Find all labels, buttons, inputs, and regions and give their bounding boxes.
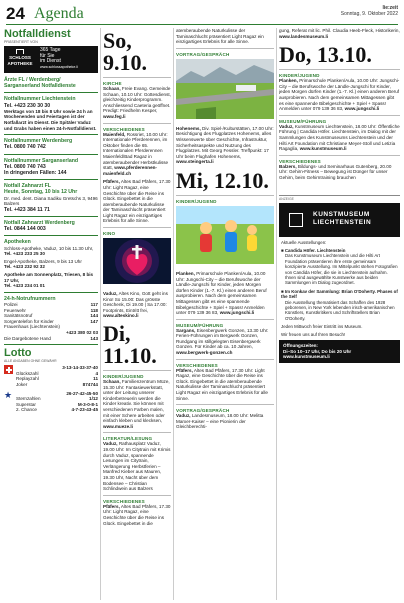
lotto-row: Glückszahl 4	[16, 370, 98, 376]
event-link[interactable]: www.jungschi.li	[219, 310, 255, 316]
ad-hours-box	[279, 340, 400, 363]
category-label: VORTRAG/GESPRÄCH	[176, 408, 230, 414]
ad-hours: Di–So 10–17 Uhr, Do bis 20 Uhr	[283, 348, 352, 354]
ad-body	[279, 237, 400, 341]
notfall-sl-title: Notfallnummer Sarganserland	[4, 157, 79, 164]
page-header	[6, 3, 398, 25]
event-entry: Schaan, Familienzentrum Müze, 15.30 Uhr: Fantasiewerkstatt, unter der Leitung unserer Kinderbetreuerin werden die Kinder kreativ. Sie können mit verschiedenen Farben malen, mit einer Schere arbeiten oder einfach kleben und klecksen, www.mueze.li	[103, 379, 170, 429]
apotheken-title: Apotheken	[4, 239, 31, 246]
lotto-euro	[4, 391, 98, 413]
event-entry: Balzers, Bildungs- und Seminarhaus Gutenberg, 20.00 Uhr: Gehirn-Fitness – Bewegung ist Dünger für unser Gehirn, beim Gehirntraining brauchen	[279, 163, 392, 180]
ad-free-entry: Jeden Mittwoch freier Eintritt ins Museum.	[281, 324, 363, 330]
category-label: KINDER/JUGEND	[279, 73, 320, 79]
ad-title-2: LIECHTENSTEIN	[313, 218, 372, 226]
ad-line-2: für Sie	[40, 52, 55, 59]
ad-brand-1: SCHLOSS	[9, 55, 31, 60]
lotto-row: Sternzahlen 1/12	[16, 396, 98, 402]
zahnarzt-fl-text: Dr. med. dent. Diana Sadiku Gretschs 3, 9496 Balzers	[4, 195, 98, 207]
ad-logo-icon	[16, 49, 24, 54]
event-entry: Pfäfers, Altes Bad Pfäfers, 17.30 Uhr: Light Ragaz, eine Geschichte über die Reise ins Glück. Eingebettet in die atemberaubende Naturkulisse der Taminaschlucht präsentiert Light Ragaz ein einzigartiges Erlebnis für alle Sinne.	[103, 179, 171, 224]
apotheke-3-tel: Tel. +423 234 01 01	[4, 283, 45, 289]
event-entry: Hohenems, Div. Spiel-/Kulturstätten, 17.00 Uhr: Besichtigung des Flugplatzes Hohenems, alles Wissenswerte über Geschichte, Infrastruktur, Sicherheitsaspekte und Nutzung des Flugplatzes. Mit Georg Fessler. Treffpunkt: 17 Uhr beim Flughafen Hohenems, www.steingerta.li	[176, 125, 274, 165]
publication-name: lie:zeit	[382, 5, 398, 11]
date-heading: Do, 13.10.	[279, 42, 372, 68]
lotto-row: Joker 874744	[16, 381, 98, 387]
event-entry: Planken, Primarschule Planken/Aula, 10.00 Uhr: Jungschi-City – die Berufswoche der Ländle-Jungschi für Kinder, jeden Morgen dürfen Kinder (1.-7. Kl.) einen anderen Beruf ausprobieren. Nach dem gemeinsamen Mittagessen gibt es eine spannende Bibelgeschichte + Spiel + Spass! Anmelden unter 079 139 36 83, www.jungschi.li	[176, 270, 267, 316]
apotheke-3-text: Apotheke am Sonnenplatz, Triesen, 8 bis 17 Uhr,	[4, 271, 94, 283]
ad-line-3: im Dienst	[40, 58, 61, 65]
event-link[interactable]: www.jungschi.li	[344, 106, 380, 112]
ad-intro: Aktuelle Ausstellungen:	[281, 239, 327, 245]
section-title: Agenda	[34, 5, 84, 22]
date-heading: Di, 11.10.	[103, 321, 157, 369]
notruf-row: Feuerwehr 118	[4, 307, 98, 313]
category-label: VERSCHIEDENES	[103, 126, 145, 132]
notruf-row: Polizei 117	[4, 301, 98, 307]
notruf-row: +423 380 02 03	[65, 329, 98, 335]
ad-exhibition-1-text: Das Kunstmuseum Liechtenstein und die Hilti Art Foundation präsentieren ihre erste gemeinsam konzipierte Ausstellung. Im Mittelpunkt stehen Fotografien von Candida Höfer, die sie in Liechtenstein aufnahm. Ihnen sind ausgewählte Kunstwerke aus beiden Sammlungen im Dialog zugeordnet.	[285, 253, 398, 286]
column-notfall	[4, 28, 98, 600]
zahnarzt-fl-title: Notfall Zahnarzt FL	[4, 183, 51, 190]
event-link[interactable]: www.steingerta.li	[176, 159, 214, 165]
category-label: VERSCHIEDENES	[103, 498, 145, 504]
notruf-row: Sorgentelefon für Kinder 147	[4, 318, 98, 324]
zahnarzt-wb-tel: Tel. 0844 144 003	[4, 226, 46, 233]
notfall-wb-tel: Tel. 0800 740 742	[4, 144, 46, 151]
event-continuation: atemberaubende Naturkulisse der Taminaschlucht präsentiert Light Ragaz ein einzigartiges Erlebnis für alle Sinne.	[176, 28, 264, 45]
notfall-li-title: Notfallnummer Liechtenstein	[4, 96, 76, 103]
notfall-li-tel: Tel. +423 230 30 30	[4, 102, 51, 109]
notfall-title: Notfalldienst	[4, 28, 71, 40]
publication-date: Sonntag, 9. Oktober 2022	[340, 11, 398, 17]
category-label: KIRCHE	[103, 81, 122, 86]
notfall-li-text: Werktags von 18 bis 8 Uhr sowie 24 h an Wochenenden und Feiertagen ist der Notfallarzt im Dienst. Die Spitäler Vaduz und Grabs haben einen 24-h-Notfalldienst.	[4, 108, 97, 131]
apotheke-2-text: Engel-Apotheke, Balzers, 9 bis 13 Uhr	[4, 258, 82, 264]
ad-url[interactable]: www.kunstmuseum.li	[283, 354, 330, 360]
notfall-sl-text: In dringenden Fällen: 144	[4, 170, 67, 176]
lotto-row: 26-27-42-45-50	[66, 390, 98, 396]
lotto-row: Replayzahl 11	[16, 376, 98, 382]
event-entry: Vaduz, Kunstmuseum Liechtenstein, 18.00 Uhr: Öffentliche Führung | Candida Höfer. Liechtenstein, im Dialog mit der Sammlungen des Kunstmuseums Liechtenstein und der Hilti Art Foundation mit Christiane Meyer-Stoll und Letizia Ragaglia, www.kunstmuseum.li	[279, 123, 400, 152]
ad-tag: ANZEIGE	[279, 196, 294, 201]
category-label: KINO	[103, 231, 116, 237]
airfield-image	[176, 59, 274, 119]
heart-cross-image	[103, 238, 171, 284]
event-link[interactable]: www.landesmuseum.li	[279, 33, 329, 39]
kunstmuseum-ad[interactable]	[279, 195, 400, 363]
zahnarzt-fl-tel: Tel. +423 384 11 71	[4, 206, 50, 213]
event-entry: Maienfeld, Rossriet, 10.00 Uhr: Internationale Pferderennen, im Oktober finden die 65. Internationalen Pferderennen Maienfeld/Bad Ragaz in atemberaubender Herbstkulisse statt, www.pferderennen-maienfeld.ch	[103, 131, 169, 176]
page-number: 24	[6, 4, 25, 23]
event-link[interactable]: www.mueze.li	[103, 423, 133, 429]
apotheke-1-tel: Tel. +423 233 25 30	[4, 251, 45, 257]
ad-banner	[279, 203, 400, 237]
ad-brand-2: APOTHEKE	[7, 60, 33, 66]
column-agenda-1	[103, 28, 171, 600]
lotto-swiss	[4, 365, 98, 387]
event-continuation: gung, Referat mit lic. Phil. Claudia Heeb-Fleck, Historikerin, www.landesmuseum.li	[279, 28, 400, 39]
event-entry: Schaan, Freie Evang. Gemeinde Schaan, 10.10 Uhr: Gottesdienst, gleichzeitig Kinderprogramm. Anschliessend Caeteria geöffnet. Predigt: Friedhelm Kesper, www.feg.li	[103, 86, 171, 119]
swiss-flag-icon	[4, 365, 13, 374]
notfall-sl-tel: Tel. 0800 740 743	[4, 163, 46, 170]
category-label: VERSCHIEDENES	[176, 362, 218, 368]
event-link[interactable]: www.alteskino.li	[103, 313, 139, 319]
ad-hours-label: Öffnungszeiten:	[283, 343, 318, 348]
zahnarzt-fl-sub: Heute, Sonntag, 10 bis 12 Uhr	[4, 189, 78, 196]
notfall-sponsor-label: PRÄSENTIERT VON	[4, 40, 38, 44]
notruf-list	[4, 302, 98, 341]
date-heading: So, 9.10.	[103, 28, 147, 75]
zahnarzt-wb-title: Notfall Zahnarzt Werdenberg	[4, 220, 75, 226]
notruf-row: Sanitätsnotruf 144	[4, 313, 98, 319]
apotheke-1-text: Schloss-Apotheke, Vaduz, 10 bis 11.30 Uhr,	[4, 245, 94, 251]
ad-exhibition-2-title: ■ Im Konkav der Sammlung: Brian O'Doherty. Phases of the Self	[281, 288, 398, 300]
ad-exhibition-2-text: Die Ausstellung thematisiert das Schaffen des 1928 geborenen, in New York lebenden irisch-amerikanischen Künstlers, Kunstkritikers und Schriftstellers Brian O'Doherty.	[285, 299, 395, 321]
lotto-disclaimer: ALLE ANGABEN OHNE GEWÄHR	[4, 359, 57, 364]
lotto-row: 2. Chance 4-7-23-43-45	[16, 407, 98, 413]
aerzte-title: Ärzte FL / Werdenberg/ Sarganserland Notfalldienste	[4, 77, 76, 90]
category-label: VERSCHIEDENES	[279, 158, 321, 164]
category-label: MUSEUM/FÜHRUNG	[176, 322, 224, 328]
event-entry: Sargans, Eisenbergwerk Gonzen, 13.30 Uhr: Ferien-Führungen im Bergwerk Gonzen, Rundgang im stillgelegten Eisenbergwerk Gonzen. Für Kinder ab ca. 10 Jahren, www.bergwerk-gonzen.ch	[176, 327, 269, 356]
event-entry: Vaduz, Rathausplatz Vaduz, 19.00 Uhr: Im Citytrain mit Krimis durch Vaduz, spannende Lesungen im Citytrain, Verlängerung Herbstferien – Manfred Kieber aus Mauren, 19.30 Uhr, Nacht über dem Bodensee – Christian Schlindwein aus Balzers	[103, 441, 171, 492]
category-label: VORTRAG/GESPRÄCH	[176, 51, 230, 57]
lotto-row: 3-13-14-33-37-40	[62, 365, 98, 371]
category-label: LITERATUR/LESUNG	[103, 436, 153, 442]
notruf-row: Die Dargebotene Hand 143	[4, 335, 98, 341]
notfall-wb-title: Notfallnummer Werdenberg	[4, 138, 73, 145]
ad-url: www.schlossapotheke.li	[40, 64, 78, 69]
event-link[interactable]: www.bergwerk-gonzen.ch	[176, 350, 233, 356]
ad-line-1: 365 Tage	[40, 47, 61, 53]
event-entry: Planken, Primarschule Planken/Aula, 10.00 Uhr: Jungschi-City – die Berufswoche der Ländle-Jungschi für Kinder, jeden Morgen dürfen Kinder (1.-7. Kl.) einen anderen Beruf ausprobieren. Nach dem gemeinsamen Mittagessen gibt es eine spannende Bibelgeschichte + Spiel + Spass! Anmelden unter 079 139 36 83, www.jungschi.li	[279, 78, 400, 112]
ad-title-1: KUNSTMUSEUM	[313, 210, 370, 218]
euromillions-star-icon: ★	[4, 389, 13, 400]
date-heading: Mi, 12.10.	[176, 167, 269, 193]
publication-info	[341, 5, 398, 17]
event-link[interactable]: www.pferderennen-maienfeld.ch	[103, 165, 157, 176]
column-agenda-3	[279, 28, 400, 600]
event-entry: Pfäfers, Altes Bad Pfäfers, 17.30 Uhr: Light Ragaz, eine Geschichte über die Reise ins Glück. Eingebettet in die atemberaubende Naturkulisse der Taminaschlucht präsentiert Light Ragaz ein einzigartiges Erlebnis für alle Sinne.	[176, 367, 268, 401]
notruf-title: 24-h-Notrufnummern	[4, 295, 56, 302]
schloss-apotheke-ad[interactable]	[4, 46, 98, 73]
event-entry: Vaduz, Altes Kino, Gott geht ins Kino! So 15.00: Das grösste Geschenk, Di 19.00 | Sa 17.00: Footprints, Eintritt frei, www.alteskino.li	[103, 291, 168, 319]
category-label: KINDER/JUGEND	[103, 374, 144, 380]
lotto-row: Superstar M-3-0-8-1	[16, 401, 98, 407]
children-image	[176, 206, 274, 264]
event-entry: Vaduz, Landesmuseum, 18.00 Uhr: Melitta Marxer-Kaiser – eine Pionierin der Gleichberechti-	[176, 413, 264, 430]
ad-visit: Wir freuen uns auf Ihren Besuch!	[281, 331, 346, 337]
notruf-row: Frauenhaus (Liechtenstein)	[4, 324, 60, 330]
lotto-title: Lotto	[4, 347, 32, 360]
category-label: MUSEUM/FÜHRUNG	[279, 118, 327, 124]
ad-exhibition-1-title: ■ Candida Höfer. Liechtenstein	[281, 247, 346, 253]
apotheke-2-tel: Tel. +423 232 92 32	[4, 264, 45, 270]
event-entry: Pfäfers, Altes Bad Pfäfers, 17.30 Uhr: Light Ragaz, eine Geschichte über die Reise ins Glück. Eingebettet in die	[103, 503, 171, 526]
event-link[interactable]: www.feg.li	[103, 113, 126, 119]
event-link[interactable]: www.kunstmuseum.li	[299, 146, 347, 152]
museum-logo-icon	[289, 213, 303, 227]
column-agenda-2	[176, 28, 274, 600]
category-label: KINDER/JUGEND	[176, 198, 217, 204]
